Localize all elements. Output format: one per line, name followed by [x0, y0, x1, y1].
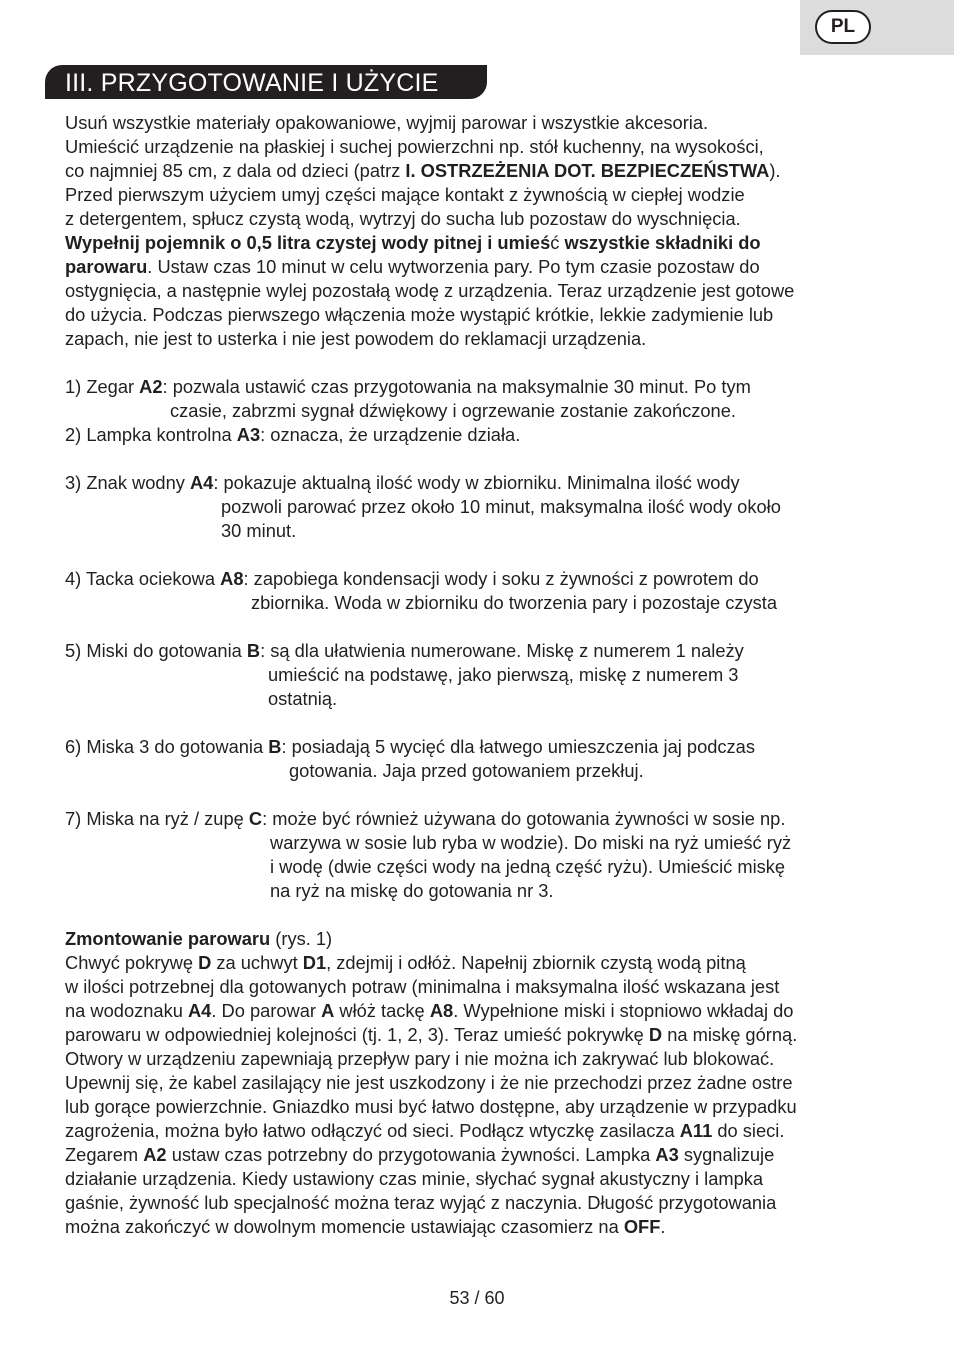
item-code: B — [268, 736, 282, 757]
heading-text: Zmontowanie parowaru — [65, 928, 271, 949]
item-label: 5) Miski do gotowania — [65, 640, 247, 661]
item-code: A4 — [189, 472, 214, 493]
list-item-4 — [65, 567, 895, 615]
language-badge: PL — [815, 10, 871, 44]
text-span: . Do parowar — [211, 1000, 322, 1021]
text-line — [65, 231, 895, 255]
item-label: 3) Znak wodny — [65, 472, 190, 493]
text-span: sygnalizuje — [678, 1144, 775, 1165]
part-code: D — [198, 952, 212, 973]
item-label: 6) Miska 3 do gotowania — [65, 736, 269, 757]
text-line: w ilości potrzebnej dla gotowanych potraw (minimalna i maksymalna ilość wskazana jest — [65, 976, 780, 997]
figure-reference: (rys. 1) — [270, 928, 333, 949]
item-text: : oznacza, że urządzenie działa. — [260, 424, 521, 445]
text-line — [65, 423, 895, 447]
text-line — [65, 159, 895, 183]
text-line: do użycia. Podczas pierwszego włączenia może wystąpić krótkie, lekkie zadymienie lub — [65, 304, 774, 325]
text-line: Usuń wszystkie materiały opakowaniowe, wyjmij parowar i wszystkie akcesoria. — [65, 112, 709, 133]
text-span: ). — [769, 160, 781, 181]
safety-reference: I. OSTRZEŻENIA DOT. BEZPIECZEŃSTWA — [405, 160, 770, 181]
text-line — [65, 999, 895, 1023]
text-line — [65, 1215, 895, 1239]
list-item-1 — [65, 375, 895, 423]
text-span: za uchwyt — [211, 952, 303, 973]
text-line: czasie, zabrzmi sygnał dźwiękowy i ogrzewanie zostanie zakończone. — [170, 400, 736, 421]
text-span: na miskę górną. — [662, 1024, 798, 1045]
item-text: : może być również używana do gotowania żywności w sosie np. — [262, 808, 786, 829]
part-code: A2 — [143, 1144, 167, 1165]
text-line — [65, 1023, 895, 1047]
text-span: co najmniej 85 cm, z dala od dzieci (patrz — [65, 160, 406, 181]
text-line: zapach, nie jest to usterka i nie jest powodem do reklamacji urządzenia. — [65, 328, 647, 349]
off-setting: OFF — [623, 1216, 661, 1237]
text-line — [65, 1143, 895, 1167]
text-span: zagrożenia, można było łatwo odłączyć od sieci. Podłącz wtyczkę zasilacza — [65, 1120, 680, 1141]
item-label: 4) Tacka ociekowa — [65, 568, 221, 589]
text-line — [65, 807, 895, 831]
text-line — [65, 639, 895, 663]
list-item-5 — [65, 639, 895, 711]
text-line: działanie urządzenia. Kiedy ustawiony czas minie, słychać sygnał akustyczny i lampka — [65, 1168, 764, 1189]
assembly-heading — [65, 927, 895, 951]
text-span: na wodoznaku — [65, 1000, 188, 1021]
text-line: ostatnią. — [268, 688, 338, 709]
list-item-7 — [65, 807, 895, 903]
text-line: Umieścić urządzenie na płaskiej i suchej powierzchni np. stół kuchenny, na wysokości, — [65, 136, 764, 157]
text-line — [65, 567, 895, 591]
text-span: ustaw czas potrzebny do przygotowania żywności. Lampka — [166, 1144, 656, 1165]
item-label: 2) Lampka kontrolna — [65, 424, 237, 445]
item-label: 1) Zegar — [65, 376, 140, 397]
text-line: lub gorące powierzchnie. Gniazdko musi być łatwo dostępne, aby urządzenie w przypadku — [65, 1096, 797, 1117]
item-code: A3 — [236, 424, 261, 445]
text-span: do sieci. — [712, 1120, 785, 1141]
item-text: : są dla ułatwienia numerowane. Miskę z numerem 1 należy — [260, 640, 744, 661]
list-item-6 — [65, 735, 895, 783]
bold-text: wszystkie składniki do — [564, 232, 761, 253]
text-line: gaśnie, żywność lub specjalność można teraz wyjąć z naczynia. Długość przygotowania — [65, 1192, 777, 1213]
item-code: C — [248, 808, 263, 829]
text-line: i wodę (dwie części wody na jedną część ryżu). Umieścić miskę — [270, 856, 786, 877]
item-code: B — [246, 640, 261, 661]
text-line — [65, 375, 895, 399]
part-code: A3 — [655, 1144, 679, 1165]
text-span: parowaru w odpowiedniej kolejności (tj. 1, 2, 3). Teraz umieść pokrywkę — [65, 1024, 649, 1045]
assembly-section — [65, 927, 895, 1239]
text-line: Upewnij się, że kabel zasilający nie jest uszkodzony i że nie przechodzi przez żadne ostre — [65, 1072, 793, 1093]
text-line: 30 minut. — [221, 520, 297, 541]
text-line: Otwory w urządzeniu zapewniają przepływ pary i nie można ich zakrywać lub blokować. — [65, 1048, 775, 1069]
text-line: na ryż na miskę do gotowania nr 3. — [270, 880, 554, 901]
text-line: pozwoli parować przez około 10 minut, maksymalna ilość wody około — [221, 496, 781, 517]
bold-text: parowaru — [65, 256, 148, 277]
text-line: gotowania. Jaja przed gotowaniem przekłuj. — [289, 760, 644, 781]
part-code: D1 — [302, 952, 327, 973]
item-text: : pozwala ustawić czas przygotowania na maksymalnie 30 minut. Po tym — [162, 376, 751, 397]
text-span: Chwyć pokrywę — [65, 952, 199, 973]
item-label: 7) Miska na ryż / zupę — [65, 808, 249, 829]
item-code: A2 — [139, 376, 163, 397]
text-line: z detergentem, spłucz czystą wodą, wytrzyj do sucha lub pozostaw do wyschnięcia. — [65, 208, 741, 229]
part-code: A8 — [429, 1000, 454, 1021]
text-line: zbiornika. Woda w zbiorniku do tworzenia pary i pozostaje czysta — [251, 592, 778, 613]
text-line: umieścić na podstawę, jako pierwszą, miskę z numerem 3 — [268, 664, 739, 685]
part-code: A4 — [187, 1000, 212, 1021]
item-text: : posiadają 5 wycięć dla łatwego umieszczenia jaj podczas — [281, 736, 755, 757]
text-line — [65, 951, 895, 975]
text-line: Przed pierwszym użyciem umyj części mające kontakt z żywnością w ciepłej wodzie — [65, 184, 745, 205]
item-text: : zapobiega kondensacji wody i soku z żywności z powrotem do — [243, 568, 759, 589]
text-span: . — [660, 1216, 666, 1237]
item-text: : pokazuje aktualną ilość wody w zbiorniku. Minimalna ilość wody — [213, 472, 740, 493]
part-code: A — [321, 1000, 335, 1021]
part-code: A11 — [679, 1120, 713, 1141]
intro-paragraph — [65, 111, 895, 351]
text-span: Zegarem — [65, 1144, 144, 1165]
text-span: . Ustaw czas 10 minut w celu wytworzenia pary. Po tym czasie pozostaw do — [147, 256, 760, 277]
text-line: warzywa w sosie lub ryba w wodzie). Do miski na ryż umieść ryż — [270, 832, 792, 853]
list-item-2 — [65, 423, 895, 447]
bold-text: Wypełnij pojemnik o 0,5 litra czystej wody pitnej i umieś — [65, 232, 551, 253]
page-content — [65, 111, 895, 1239]
page-number: 53 / 60 — [449, 1288, 505, 1308]
text-line — [65, 735, 895, 759]
part-code: D — [648, 1024, 663, 1045]
section-title: III. PRZYGOTOWANIE I UŻYCIE — [45, 65, 487, 99]
text-span: , zdejmij i odłóż. Napełnij zbiornik czystą wodą pitną — [326, 952, 746, 973]
text-line — [65, 1119, 895, 1143]
text-span: można zakończyć w dowolnym momencie ustawiając czasomierz na — [65, 1216, 624, 1237]
text-span: . Wypełnione miski i stopniowo wkładaj do — [453, 1000, 794, 1021]
item-code: A8 — [220, 568, 244, 589]
list-item-3 — [65, 471, 895, 543]
text-line — [65, 471, 895, 495]
text-line: ostygnięcia, a następnie wylej pozostałą wodę z urządzenia. Teraz urządzenie jest gotowe — [65, 280, 795, 301]
text-span: włóż tackę — [334, 1000, 430, 1021]
text-span: ć — [550, 232, 565, 253]
text-line — [65, 255, 895, 279]
